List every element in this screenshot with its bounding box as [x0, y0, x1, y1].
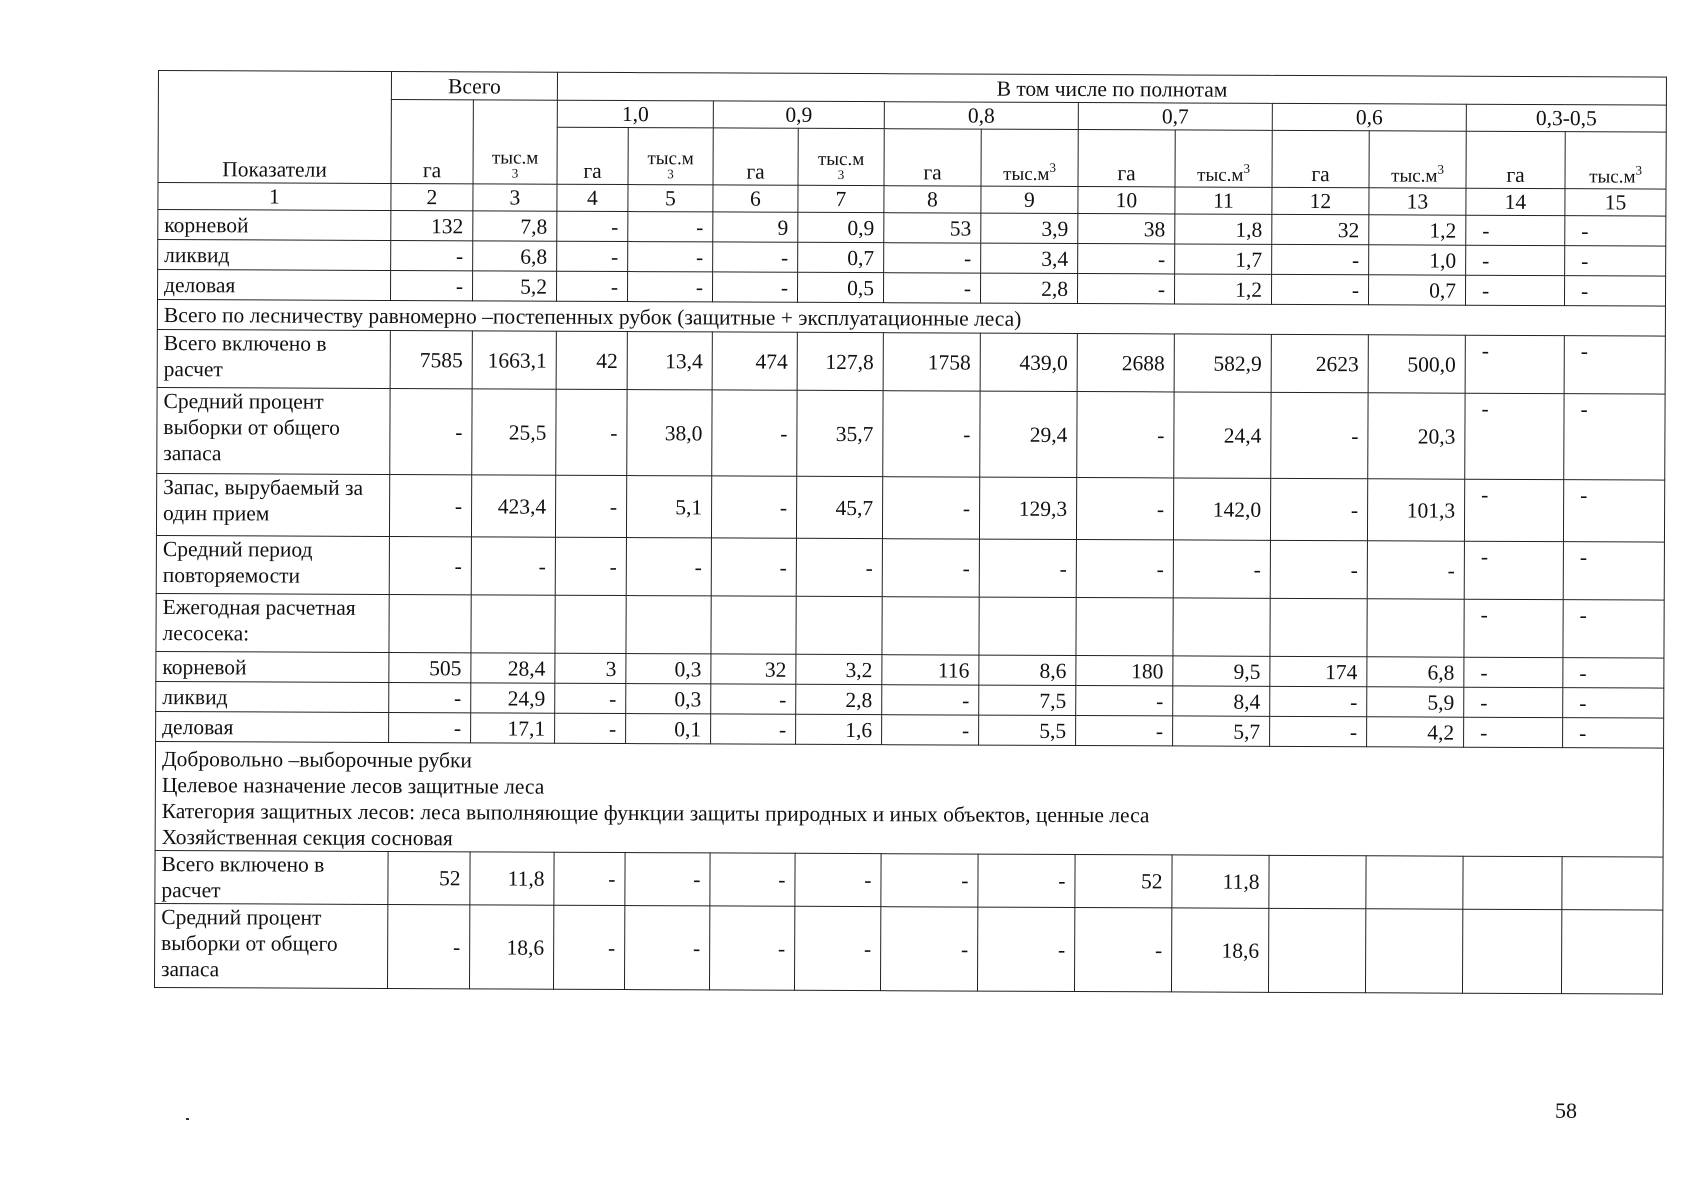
table-cell: 3,2 — [796, 654, 882, 684]
row-label: Ежегодная расчетная лесосека: — [156, 593, 389, 652]
table-cell: - — [1564, 394, 1666, 480]
table-cell: - — [1465, 393, 1564, 479]
table-cell: - — [626, 538, 711, 596]
header-unit-m3: $тыс.м^3$ — [1369, 131, 1466, 188]
table-cell: - — [1563, 600, 1664, 658]
table-cell: 101,3 — [1367, 479, 1464, 541]
row-label: деловая — [156, 711, 389, 742]
column-number: 9 — [981, 186, 1078, 213]
table-cell: - — [1078, 274, 1175, 304]
column-number: 10 — [1078, 187, 1175, 214]
row-label: корневой — [158, 210, 391, 241]
table-cell: - — [1367, 541, 1464, 599]
table-cell: - — [1076, 716, 1173, 746]
table-cell: 3,9 — [981, 213, 1078, 243]
table-cell: 2,8 — [796, 684, 882, 714]
page-number: 58 — [1555, 1098, 1577, 1123]
table-cell: 38,0 — [627, 390, 712, 476]
section-title-selective — [155, 741, 1664, 857]
table-cell: - — [1272, 274, 1369, 304]
table-cell: - — [884, 273, 981, 303]
table-cell: 53 — [884, 213, 981, 243]
table-cell: - — [795, 906, 881, 990]
table-cell: - — [979, 539, 1076, 597]
table-cell: - — [795, 853, 881, 906]
table-cell — [796, 596, 882, 654]
table-cell: - — [1076, 478, 1173, 540]
section-line: Целевое назначение лесов защитные леса — [161, 773, 545, 799]
header-unit-ha: га — [1466, 131, 1565, 188]
table-cell: - — [625, 853, 710, 906]
column-number: 1 — [158, 183, 391, 211]
table-cell: 2,8 — [981, 273, 1078, 303]
table-cell: - — [884, 243, 981, 273]
table-cell: - — [389, 475, 471, 537]
table-section-selective — [155, 741, 1664, 857]
table-cell: - — [1270, 716, 1367, 746]
header-unit-ha: га — [884, 129, 981, 186]
header-total-m3: тыс.м 3 — [473, 100, 557, 184]
table-cell: 18,6 — [1172, 908, 1269, 992]
table-cell: - — [712, 390, 797, 476]
row-label: ликвид — [158, 240, 391, 271]
row-label: Средний процент выборки от общего запаса — [157, 387, 390, 474]
table-cell: 0,5 — [798, 272, 884, 302]
table-cell: 7585 — [390, 331, 472, 389]
table-cell: - — [1270, 478, 1367, 540]
table-cell: - — [881, 854, 978, 907]
table-cell: - — [882, 685, 979, 715]
header-unit-ha: га — [557, 127, 628, 184]
row-label: ликвид — [156, 681, 389, 712]
table-cell: 127,8 — [797, 332, 883, 390]
table-cell: - — [883, 391, 980, 477]
header-unit-ha: га — [1078, 130, 1175, 187]
table-cell: - — [711, 538, 796, 596]
section-title-uniform: Всего по лесничеству равномерно –постепенных рубок (защитные + эксплуатационные леса) — [157, 300, 1665, 337]
column-number: 4 — [557, 184, 628, 211]
scan-speck — [186, 1118, 189, 1120]
table-cell: 423,4 — [471, 475, 555, 537]
table-cell: - — [554, 852, 625, 905]
table-cell: - — [1466, 275, 1565, 305]
table-cell: - — [555, 537, 626, 595]
table-cell: - — [557, 211, 628, 241]
table-cell: - — [389, 683, 471, 713]
table-cell: 13,4 — [627, 332, 712, 390]
table-cell — [1367, 599, 1464, 657]
table-cell: - — [1464, 687, 1563, 717]
table-cell: 500,0 — [1368, 335, 1465, 393]
table-cell — [1561, 910, 1663, 994]
table-row — [157, 387, 1666, 480]
table-cell: 132 — [391, 211, 473, 241]
forestry-table — [154, 70, 1667, 995]
table-cell: - — [556, 389, 627, 475]
table-cell: 3,4 — [981, 243, 1078, 273]
table-cell: - — [796, 538, 882, 596]
header-density-0-9: 0,9 — [713, 101, 884, 129]
table-cell: - — [1075, 908, 1172, 992]
table-body-selective — [154, 850, 1663, 994]
table-cell — [1269, 908, 1366, 992]
table-cell: 8,6 — [979, 655, 1076, 685]
table-body-annual — [156, 651, 1665, 748]
section-line: Добровольно –выборочные рубки — [161, 747, 473, 773]
column-number: 11 — [1175, 187, 1272, 214]
table-cell: 505 — [389, 653, 471, 683]
table-cell: 38 — [1078, 214, 1175, 244]
table-cell: - — [1565, 276, 1666, 306]
table-cell: 1,8 — [1175, 214, 1272, 244]
table-cell: 0,3 — [626, 684, 711, 714]
header-density-1-0: 1,0 — [557, 100, 713, 128]
table-cell: 439,0 — [980, 333, 1077, 391]
section-line: Хозяйственная секция сосновая — [161, 825, 453, 851]
table-cell: - — [711, 476, 796, 538]
table-cell: - — [387, 905, 469, 989]
header-density-0-8: 0,8 — [884, 102, 1078, 130]
table-cell: 8,4 — [1173, 686, 1270, 716]
table-cell: 6,8 — [1367, 657, 1464, 687]
table-cell: 5,9 — [1367, 687, 1464, 717]
table-cell: 2688 — [1077, 334, 1174, 392]
table-cell: 1,2 — [1369, 215, 1466, 245]
header-unit-m3: тыс.м 3 — [798, 128, 884, 185]
row-label: деловая — [157, 270, 390, 301]
table-cell: 2623 — [1271, 334, 1368, 392]
table-cell: - — [1563, 480, 1664, 542]
table-cell: - — [471, 537, 555, 595]
table-cell: - — [1464, 479, 1563, 541]
table-cell: 180 — [1076, 656, 1173, 686]
table-cell: 17,1 — [471, 713, 555, 743]
table-cell: 0,9 — [798, 212, 884, 242]
table-cell: - — [1078, 244, 1175, 274]
table-cell: 25,5 — [472, 389, 556, 475]
table-cell — [1270, 598, 1367, 656]
table-cell: - — [711, 714, 796, 744]
table-cell: - — [713, 272, 798, 302]
table-cell: 5,1 — [626, 476, 711, 538]
table-cell — [1366, 909, 1463, 993]
table-cell: - — [711, 684, 796, 714]
table-cell: - — [390, 271, 472, 301]
table-cell — [555, 595, 626, 653]
table-cell — [711, 596, 796, 654]
table-body-uniform — [156, 329, 1666, 658]
table-cell: 5,7 — [1173, 716, 1270, 746]
table-cell: 7,5 — [979, 685, 1076, 715]
table-cell: - — [389, 537, 471, 595]
table-cell: 0,7 — [798, 242, 884, 272]
table-cell: 45,7 — [796, 476, 882, 538]
table-cell — [626, 596, 711, 654]
table-cell: - — [625, 906, 710, 990]
header-unit-m3: тыс.м 3 — [628, 128, 713, 185]
header-unit-m3: $тыс.м^3$ — [981, 129, 1078, 186]
table-cell: - — [1464, 717, 1563, 747]
table-cell — [1463, 856, 1562, 909]
table-cell: 129,3 — [979, 477, 1076, 539]
table-cell: 1663,1 — [472, 331, 556, 389]
table-row — [156, 593, 1664, 658]
table-cell: - — [1272, 244, 1369, 274]
header-total-ha: га — [391, 100, 473, 184]
table-cell: - — [978, 907, 1075, 991]
table-cell: 29,4 — [980, 391, 1077, 477]
table-cell: - — [1076, 540, 1173, 598]
table-cell — [1173, 598, 1270, 656]
table-cell: 28,4 — [471, 653, 555, 683]
table-cell: 11,8 — [470, 852, 554, 905]
table-cell: 7,8 — [473, 211, 557, 241]
table-cell: - — [389, 713, 471, 743]
table-cell: - — [1077, 392, 1174, 478]
table-cell: - — [1465, 335, 1564, 393]
row-label: Всего включено в расчет — [157, 329, 390, 388]
table-cell — [1562, 857, 1663, 910]
table-cell: 0,7 — [1369, 275, 1466, 305]
table-cell: 174 — [1270, 656, 1367, 686]
table-cell: 1,7 — [1175, 244, 1272, 274]
table-cell: 32 — [1272, 214, 1369, 244]
table-cell: 0,3 — [626, 654, 711, 684]
header-indicators: Показатели — [158, 71, 391, 184]
table-body-top — [157, 210, 1666, 307]
column-number: 8 — [884, 186, 981, 213]
table-cell: - — [1565, 216, 1666, 246]
header-including-by-density: В том числе по полнотам — [557, 72, 1666, 105]
forestry-table-sheet — [154, 70, 1666, 995]
table-cell: - — [628, 242, 713, 272]
row-label: корневой — [156, 651, 389, 682]
table-cell: - — [555, 475, 626, 537]
table-cell: - — [710, 906, 795, 990]
table-cell: - — [978, 854, 1075, 907]
table-cell: 142,0 — [1173, 478, 1270, 540]
table-cell: - — [1173, 540, 1270, 598]
table-cell: - — [1271, 392, 1368, 478]
table-row — [156, 535, 1664, 600]
table-cell: 9 — [713, 212, 798, 242]
table-cell: - — [1564, 336, 1665, 394]
row-label: Запас, вырубаемый за один прием — [156, 473, 389, 536]
table-cell — [1269, 855, 1366, 908]
table-cell: 3 — [555, 653, 626, 683]
table-cell: - — [1466, 245, 1565, 275]
header-density-0-3-0-5: 0,3-0,5 — [1466, 104, 1666, 132]
table-cell: 6,8 — [473, 241, 557, 271]
column-number: 7 — [798, 185, 884, 212]
table-cell — [1462, 909, 1561, 993]
table-cell: - — [555, 683, 626, 713]
table-cell: 1,2 — [1175, 274, 1272, 304]
table-cell: - — [1563, 718, 1664, 748]
table-cell: 582,9 — [1174, 334, 1271, 392]
table-cell: - — [1270, 686, 1367, 716]
column-number: 3 — [473, 184, 557, 211]
table-cell: - — [1466, 215, 1565, 245]
header-density-0-6: 0,6 — [1272, 103, 1466, 131]
table-cell: - — [1565, 246, 1666, 276]
table-cell: 1,0 — [1369, 245, 1466, 275]
table-cell — [1076, 598, 1173, 656]
table-row — [155, 850, 1663, 910]
table-cell: - — [1563, 658, 1664, 688]
table-cell: 11,8 — [1172, 855, 1269, 908]
row-label: Всего включено в расчет — [155, 850, 388, 904]
table-cell: - — [1563, 542, 1664, 600]
table-cell: 1758 — [883, 333, 980, 391]
table-cell: - — [1563, 688, 1664, 718]
table-cell: - — [881, 907, 978, 991]
table-cell: 9,5 — [1173, 656, 1270, 686]
column-number: 14 — [1466, 188, 1565, 215]
table-cell: - — [555, 713, 626, 743]
table-cell: - — [557, 271, 628, 301]
table-cell — [389, 595, 471, 653]
header-total: Всего — [391, 72, 557, 101]
header-unit-ha: га — [1272, 130, 1369, 187]
table-cell: 5,5 — [979, 715, 1076, 745]
table-cell: - — [1464, 599, 1563, 657]
table-cell: - — [710, 853, 795, 906]
table-cell: - — [1464, 541, 1563, 599]
header-unit-ha: га — [713, 128, 798, 185]
table-row — [154, 903, 1663, 994]
row-label: Средний период повторяемости — [156, 535, 389, 594]
table-cell: - — [628, 212, 713, 242]
table-cell: 474 — [712, 332, 797, 390]
table-cell: 4,2 — [1367, 717, 1464, 747]
column-number: 12 — [1272, 187, 1369, 214]
column-number: 2 — [391, 184, 473, 211]
table-cell: - — [882, 539, 979, 597]
table-cell — [471, 595, 555, 653]
table-cell: - — [390, 389, 472, 475]
table-cell — [979, 597, 1076, 655]
header-density-0-7: 0,7 — [1078, 103, 1272, 131]
section-line: Категория защитных лесов: леса выполняющие функции защиты природных и иных объектов, ценные леса — [161, 799, 1150, 828]
table-cell — [882, 597, 979, 655]
table-cell: - — [1076, 686, 1173, 716]
table-cell: - — [713, 242, 798, 272]
row-label: Средний процент выборки от общего запаса — [154, 903, 387, 988]
table-cell: 52 — [1075, 855, 1172, 908]
table-cell: 32 — [711, 654, 796, 684]
table-row — [157, 329, 1665, 394]
table-cell: 24,4 — [1174, 392, 1271, 478]
table-cell: - — [882, 477, 979, 539]
table-cell: 0,1 — [626, 714, 711, 744]
table-cell: 5,2 — [472, 271, 556, 301]
table-cell: - — [557, 241, 628, 271]
table-cell: - — [391, 241, 473, 271]
header-unit-m3: $тыс.м^3$ — [1175, 130, 1272, 187]
table-cell: - — [882, 715, 979, 745]
table-cell: 24,9 — [471, 683, 555, 713]
column-number: 5 — [628, 185, 713, 212]
table-cell: - — [628, 272, 713, 302]
table-cell: - — [554, 905, 625, 989]
column-number: 15 — [1565, 189, 1666, 216]
table-cell — [1366, 856, 1463, 909]
header-unit-m3: $тыс.м^3$ — [1565, 132, 1666, 189]
table-cell: 18,6 — [469, 905, 553, 989]
table-cell: - — [1270, 540, 1367, 598]
table-row — [156, 473, 1664, 542]
table-cell: 20,3 — [1368, 393, 1465, 479]
column-number: 6 — [713, 185, 798, 212]
table-cell: 35,7 — [797, 390, 883, 476]
column-number: 13 — [1369, 188, 1466, 215]
table-cell: 116 — [882, 655, 979, 685]
table-cell: 52 — [388, 852, 470, 905]
table-cell: 42 — [556, 331, 627, 389]
table-cell: - — [1464, 657, 1563, 687]
table-cell: 1,6 — [796, 714, 882, 744]
